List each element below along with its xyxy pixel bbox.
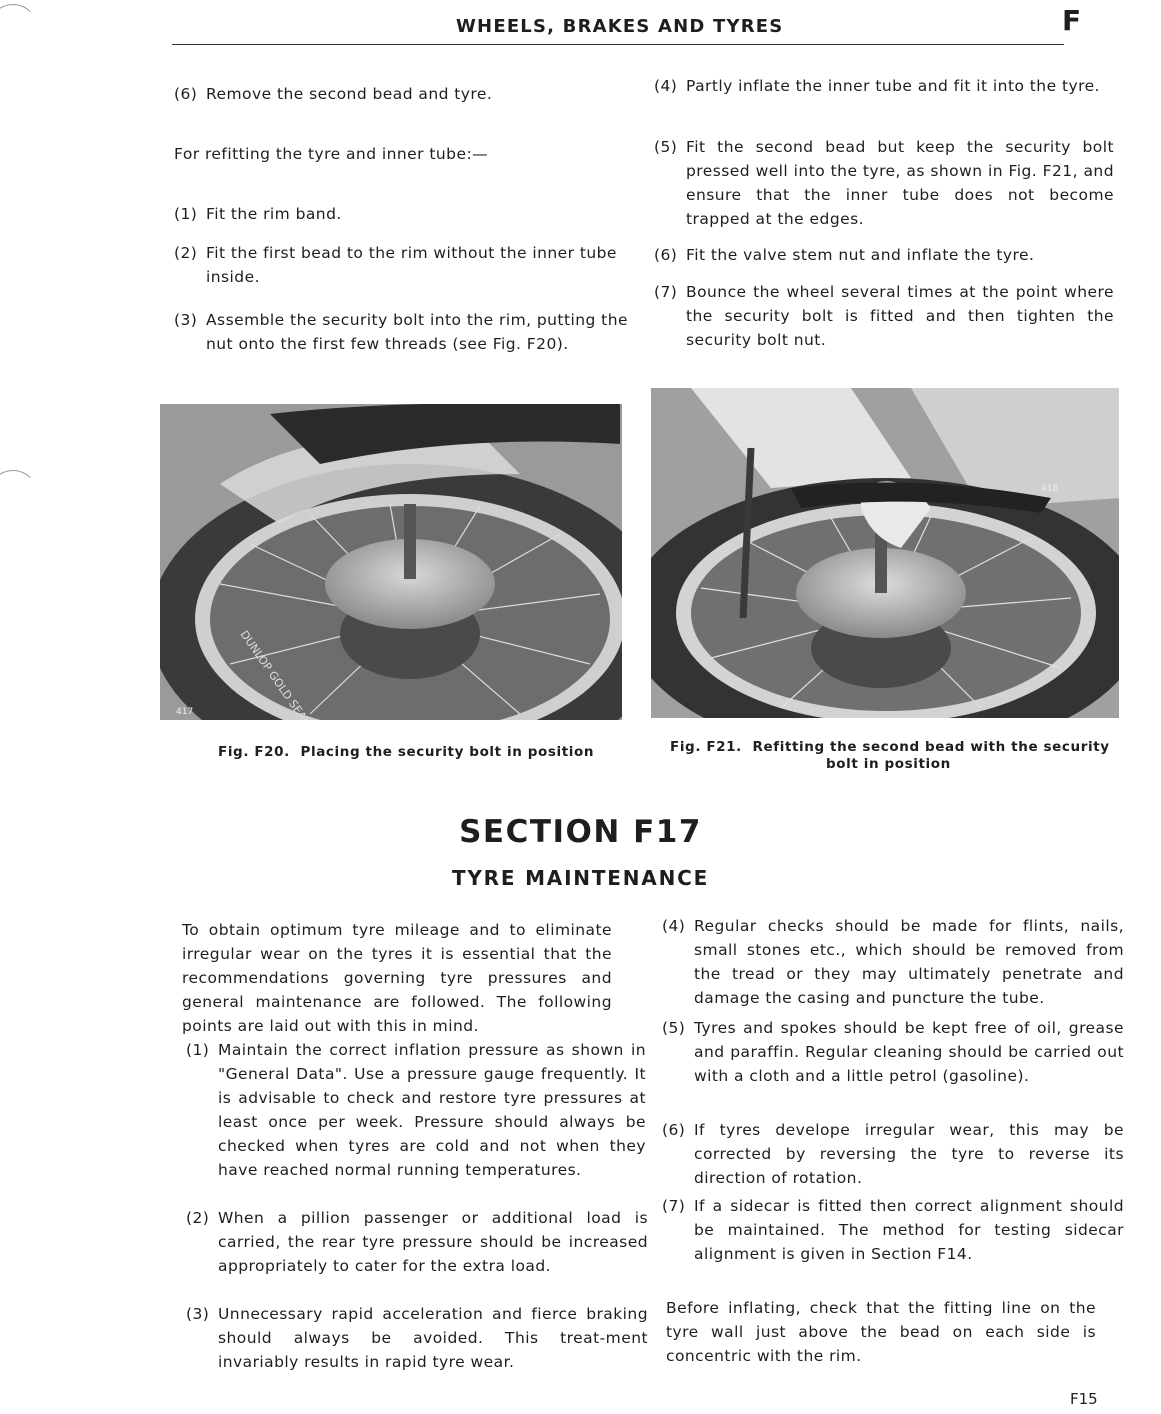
running-header-title: WHEELS, BRAKES AND TYRES xyxy=(456,16,784,37)
step-text: Remove the second bead and tyre. xyxy=(206,85,493,103)
section-letter: F xyxy=(1062,4,1082,37)
caption-figure-number: Fig. F20. xyxy=(218,744,290,760)
figure-f21-caption xyxy=(670,739,1110,773)
caption-text: Placing the security bolt in position xyxy=(300,744,595,760)
refit-step-7 xyxy=(654,280,1114,352)
point-number: (1) xyxy=(186,1041,210,1059)
caption-text-line2: bolt in position xyxy=(826,756,951,772)
step-text: Partly inflate the inner tube and fit it into the tyre. xyxy=(686,77,1100,95)
page-number: F15 xyxy=(1070,1390,1098,1408)
step-number: (3) xyxy=(174,311,198,329)
header-rule xyxy=(172,44,1064,45)
maintenance-point-2 xyxy=(186,1206,648,1278)
caption-figure-number: Fig. F21. xyxy=(670,739,742,755)
refit-step-2 xyxy=(174,241,642,289)
point-text: Unnecessary rapid acceleration and fierce braking should always be avoided. This treat-ment invariably results in rapid tyre wear. xyxy=(218,1305,648,1371)
binder-hole-top xyxy=(0,4,38,54)
maintenance-point-7 xyxy=(662,1194,1124,1266)
point-number: (2) xyxy=(186,1209,210,1227)
maintenance-point-4 xyxy=(662,914,1124,1010)
point-text: If a sidecar is fitted then correct alignment should be maintained. The method for testing sidecar alignment is given in Section F14. xyxy=(694,1197,1124,1263)
section-subtitle: TYRE MAINTENANCE xyxy=(451,866,710,890)
inflation-note: Before inflating, check that the fitting line on the tyre wall just above the bead on each side is concentric with the rim. xyxy=(666,1299,1096,1365)
binder-hole-middle xyxy=(0,470,38,520)
point-number: (6) xyxy=(662,1121,686,1139)
step-number: (1) xyxy=(174,205,198,223)
step-number: (2) xyxy=(174,244,198,262)
maintenance-intro: To obtain optimum tyre mileage and to eliminate irregular wear on the tyres it is essential that the recommendations governing tyre pressures and general maintenance are followed. The following points are laid out with this in mind. xyxy=(182,921,612,1035)
maintenance-point-6 xyxy=(662,1118,1124,1190)
point-text: If tyres develope irregular wear, this may be corrected by reversing the tyre to reverse its direction of rotation. xyxy=(694,1121,1124,1187)
step-text: Fit the rim band. xyxy=(206,205,342,223)
point-number: (4) xyxy=(662,917,686,935)
step-number: (4) xyxy=(654,77,678,95)
step-text: Assemble the security bolt into the rim, putting the nut onto the first few threads (see Fig. F20). xyxy=(206,311,628,353)
step-number: (5) xyxy=(654,138,678,156)
point-text: Tyres and spokes should be kept free of oil, grease and paraffin. Regular cleaning should be carried out with a cloth and a little petrol (gasoline). xyxy=(694,1019,1124,1085)
step-6-remove-bead xyxy=(174,82,636,106)
photo-number: 417 xyxy=(176,707,194,717)
refit-step-6 xyxy=(654,243,1114,267)
caption-text: Refitting the second bead with the security xyxy=(752,739,1110,755)
point-number: (3) xyxy=(186,1305,210,1323)
photo-number: 418 xyxy=(1041,484,1059,494)
refit-step-5 xyxy=(654,135,1114,231)
point-text: When a pillion passenger or additional load is carried, the rear tyre pressure should be increased appropriately to cater for the extra load. xyxy=(218,1209,648,1275)
point-number: (7) xyxy=(662,1197,686,1215)
step-text: Bounce the wheel several times at the point where the security bolt is fitted and then tighten the security bolt nut. xyxy=(686,283,1114,349)
step-text: Fit the valve stem nut and inflate the tyre. xyxy=(686,246,1035,264)
maintenance-point-3 xyxy=(186,1302,648,1374)
refit-step-1 xyxy=(174,202,636,226)
maintenance-point-5 xyxy=(662,1016,1124,1088)
point-text: Regular checks should be made for flints, nails, small stones etc., which should be removed from the tread or they may ultimately penetrate and damage the casing and puncture the tube. xyxy=(694,917,1124,1007)
refit-step-4 xyxy=(654,74,1114,98)
figure-f20-caption xyxy=(218,744,594,761)
wheel-illustration xyxy=(651,388,1119,718)
point-text: Maintain the correct inflation pressure as shown in "General Data". Use a pressure gauge frequently. It is advisable to check and restore tyre pressures at least once per week. Pressure should always be checked when tyres are cold and not when they have reached normal running temperatures. xyxy=(218,1041,646,1179)
step-text: Fit the first bead to the rim without the inner tube inside. xyxy=(206,244,617,286)
step-number: (6) xyxy=(654,246,678,264)
step-text: Fit the second bead but keep the security bolt pressed well into the tyre, as shown in Fig. F21, and ensure that the inner tube does not become trapped at the edges. xyxy=(686,138,1114,228)
maintenance-point-1 xyxy=(186,1038,646,1182)
figure-f21-photo xyxy=(651,388,1119,718)
refit-step-3 xyxy=(174,308,642,356)
refit-intro: For refitting the tyre and inner tube:— xyxy=(174,145,489,163)
figure-f20-photo xyxy=(160,404,622,720)
step-number: (6) xyxy=(174,85,198,103)
point-number: (5) xyxy=(662,1019,686,1037)
section-title: SECTION F17 xyxy=(459,814,702,850)
wheel-illustration xyxy=(160,404,622,720)
step-number: (7) xyxy=(654,283,678,301)
